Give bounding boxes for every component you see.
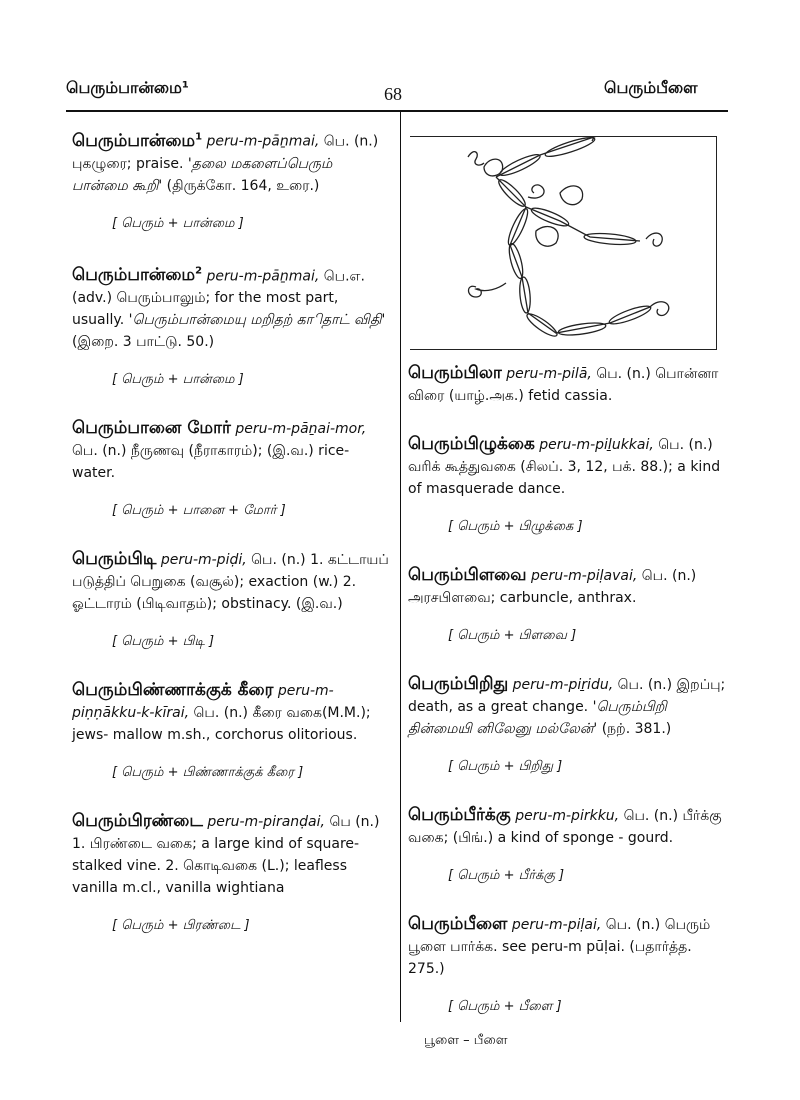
dictionary-entry — [408, 804, 726, 887]
transliteration: peru-m-pāṉai-mor, — [235, 421, 367, 438]
grammar-label: பெ. (n.) — [605, 917, 661, 933]
grammar-label: பெ. (n.) — [323, 133, 379, 150]
dictionary-entry — [72, 548, 392, 653]
transliteration: peru-m-piranḍai, — [207, 814, 325, 831]
transliteration: peru-m-piṇṇākku-k-kīrai, — [72, 683, 334, 722]
dictionary-entry — [72, 261, 392, 392]
grammar-label: பெ. (n.) — [193, 705, 248, 722]
dictionary-entry — [72, 126, 392, 235]
grammar-label: பெ. (n.) — [623, 808, 679, 824]
headword: பெரும்பிழுக்கை — [408, 434, 535, 454]
definition: 1. கட்டாயப் படுத்திப் பெறுகை (வசூல்); exaction (w.) 2. ஓட்டாரம் (பிடிவாதம்); obstinacy. (இ.வ.) — [72, 552, 389, 613]
etymology: [ பெரும் + பிழுக்கை ] — [448, 519, 583, 534]
headword: பெரும்பீளை — [408, 914, 508, 934]
dictionary-entry — [72, 679, 392, 784]
transliteration: peru-m-pāṉmai, — [206, 133, 320, 150]
headword: பெரும்பிறிது — [408, 674, 509, 694]
etymology: [ பெரும் + பிண்ணாக்குக் கீரை ] — [112, 765, 304, 781]
dictionary-entry — [408, 564, 726, 647]
running-head-right: பெரும்பீளை — [604, 78, 698, 97]
grammar-label: பெ. (n.) — [641, 568, 697, 584]
grammar-label: பெ (n.) — [329, 814, 380, 831]
dictionary-entry — [408, 913, 726, 1052]
quotation: 'பெரும்பிறி தின்மையி னிலேனு மல்லேன்' — [408, 699, 667, 737]
column-divider — [400, 112, 401, 1022]
transliteration: peru-m-piḷavai, — [530, 568, 638, 584]
headword: பெரும்பான்மை$^2$ — [72, 265, 203, 286]
etymology: [ பெரும் + பீர்க்கு ] — [448, 868, 565, 883]
headword: பெரும்பீர்க்கு — [408, 805, 511, 825]
grammar-label: பெ. (n.) — [251, 552, 306, 569]
transliteration: peru-m-piḍi, — [160, 552, 247, 569]
grammar-label: பெ. (n.) — [596, 366, 651, 382]
dictionary-entry — [408, 433, 726, 538]
headword: பெரும்பானை மோர் — [72, 418, 231, 439]
headword: பெரும்பிடி — [72, 549, 157, 570]
definition: அரசபிளவை; carbuncle, anthrax. — [408, 590, 637, 606]
citation: (திருக்கோ. 164, உரை.) — [166, 177, 320, 194]
etymology: [ பெரும் + பானை + மோர் ] — [112, 503, 286, 519]
transliteration: peru-m-piḷai, — [511, 917, 602, 933]
grammar-label: பெ. (n.) — [658, 437, 713, 453]
variant-note: பூளை – பீளை — [424, 1033, 508, 1048]
definition: (adv.) பெரும்பாலும்; for the most part, usually. — [72, 290, 339, 329]
page-number: 68 — [384, 84, 402, 104]
transliteration: peru-m-pirkku, — [515, 808, 620, 824]
grammar-label: பெ.எ. — [323, 268, 365, 285]
definition: வரிக் கூத்துவகை (சிலப். 3, 12, பக். 88.); a kind of masquerade dance. — [408, 459, 721, 497]
running-head-left: பெரும்பான்மை¹ — [66, 78, 189, 97]
citation: (நற். 381.) — [601, 721, 672, 737]
vine-illustration — [410, 136, 717, 350]
header-rule — [66, 110, 728, 112]
definition: பெரும் பூளை பார்க்க. see peru-m pūḷai. (பதார்த்த. 275.) — [408, 917, 711, 977]
definition: இறப்பு; death, as a great change. — [408, 677, 726, 715]
definition: பெ. (n.) நீருணவு (நீராகாரம்); (இ.வ.) rice-water. — [72, 443, 350, 482]
right-column — [408, 362, 726, 1078]
etymology: [ பெரும் + பிடி ] — [112, 634, 215, 650]
quotation: 'பெரும்பான்மையு மறிதற் காிதாட் விதி' — [128, 312, 386, 329]
vine-drawing — [410, 137, 716, 349]
dictionary-entry — [72, 417, 392, 522]
transliteration: peru-m-piḻukkai, — [539, 437, 654, 453]
grammar-label: பெ. (n.) — [617, 677, 673, 693]
dictionary-entry — [408, 673, 726, 778]
definition: புகழுரை; praise. — [72, 155, 184, 172]
etymology: [ பெரும் + பிறிது ] — [448, 759, 563, 774]
definition: பீர்க்கு வகை; (பிங்.) a kind of sponge - gourd. — [408, 808, 722, 846]
definition: பொன்னா விரை (யாழ்.அக.) fetid cassia. — [408, 366, 719, 404]
dictionary-entry — [408, 362, 726, 407]
definition: 1. பிரண்டை வகை; a large kind of square-stalked vine. 2. கொடிவகை (L.); leafless vanilla m.cl., vanilla wightiana — [72, 836, 360, 897]
headword: பெரும்பிரண்டை — [72, 811, 203, 832]
etymology: [ பெரும் + பான்மை ] — [112, 372, 244, 388]
transliteration: peru-m-piṟidu, — [512, 677, 614, 693]
etymology: [ பெரும் + பான்மை ] — [112, 215, 244, 231]
etymology: [ பெரும் + பிளவை ] — [448, 628, 577, 643]
headword: பெரும்பிண்ணாக்குக் கீரை — [72, 680, 274, 701]
quotation: 'தலை மகளைப்பெரும் பான்மை கூறி' — [72, 155, 333, 194]
headword: பெரும்பான்மை$^1$ — [72, 130, 203, 151]
citation: (இறை. 3 பாட்டு. 50.) — [72, 334, 215, 351]
transliteration: peru-m-pāṉmai, — [206, 268, 320, 285]
definition: கீரை வகை(M.M.); jews- mallow m.sh., corchorus olitorious. — [72, 705, 371, 744]
headword: பெரும்பிளவை — [408, 565, 527, 585]
left-column — [72, 126, 392, 963]
dictionary-entry — [72, 810, 392, 937]
etymology: [ பெரும் + பீளை ] — [448, 999, 562, 1014]
etymology: [ பெரும் + பிரண்டை ] — [112, 918, 250, 934]
headword: பெரும்பிலா — [408, 363, 502, 383]
transliteration: peru-m-pilā, — [506, 366, 592, 382]
